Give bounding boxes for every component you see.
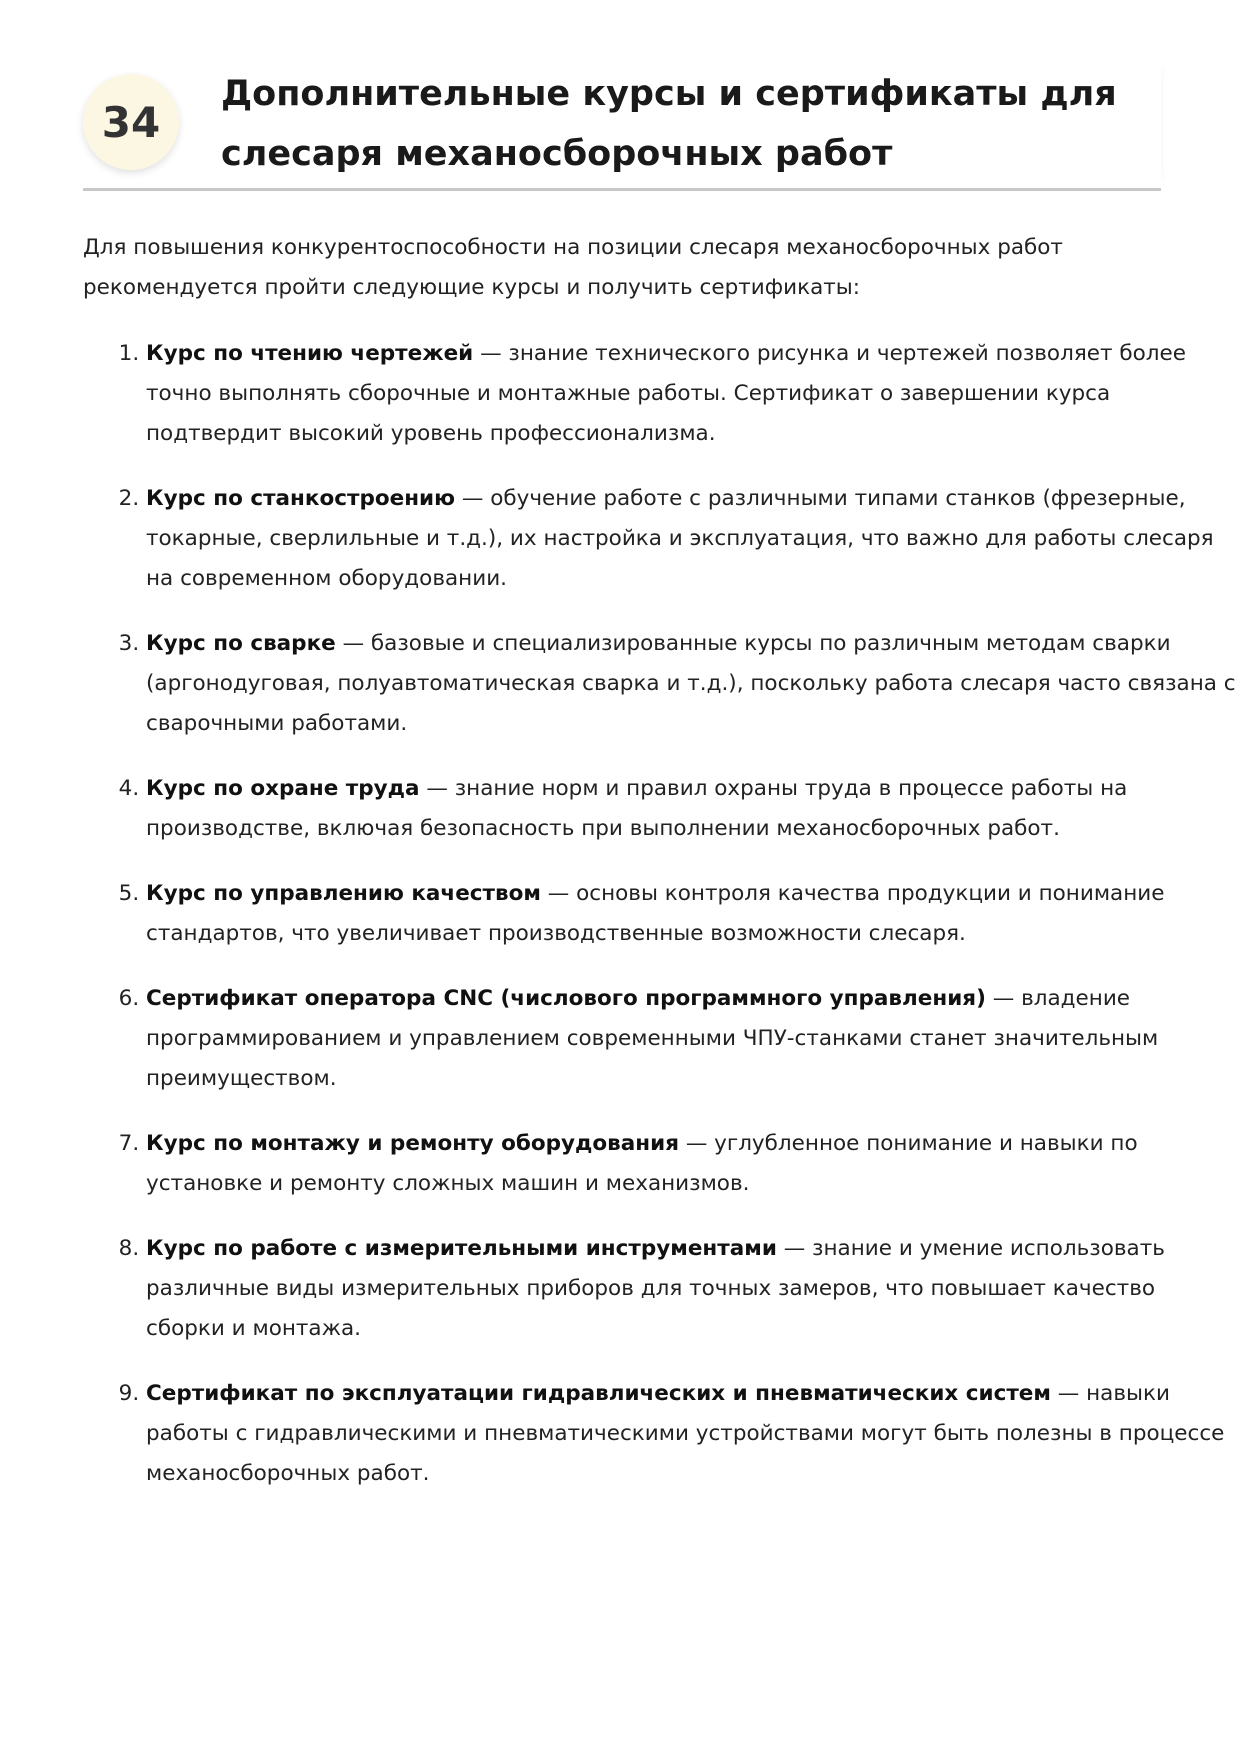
list-item — [146, 1229, 1236, 1349]
item-name: Курс по станкостроению — [146, 486, 456, 511]
list-item — [146, 624, 1236, 744]
item-name: Курс по чтению чертежей — [146, 341, 474, 366]
list-item — [146, 1374, 1236, 1494]
list-item — [146, 479, 1236, 599]
list-item — [146, 769, 1236, 849]
item-desc: — знание норм и правил охраны труда в процессе работы на производстве, включая безопасность при выполнении механосборочных работ. — [146, 776, 1128, 841]
item-desc: — знание и умение использовать различные виды измерительных приборов для точных замеров, что повышает качество сборки и монтажа. — [146, 1236, 1165, 1341]
item-name: Курс по сварке — [146, 631, 336, 656]
item-desc: — владение программированием и управлением современными ЧПУ-станками станет значительным преимуществом. — [146, 986, 1159, 1091]
item-desc: — знание технического рисунка и чертежей позволяет более точно выполнять сборочные и монтажные работы. Сертификат о завершении курса подтвердит высокий уровень профессионализма. — [146, 341, 1186, 446]
page-title: Дополнительные курсы и сертификаты для слесаря механосборочных работ — [221, 74, 1117, 174]
list-item — [146, 979, 1236, 1099]
item-name: Сертификат по эксплуатации гидравлических и пневматических систем — [146, 1381, 1051, 1406]
list-item — [146, 874, 1236, 954]
item-desc: — навыки работы с гидравлическими и пневматическими устройствами могут быть полезны в процессе механосборочных работ. — [146, 1381, 1225, 1486]
item-name: Курс по работе с измерительными инструментами — [146, 1236, 777, 1261]
list-item — [146, 1124, 1236, 1204]
courses-list — [83, 334, 1236, 1519]
section-header — [83, 62, 1161, 191]
item-name: Курс по охране труда — [146, 776, 420, 801]
section-number-badge: 34 — [83, 74, 179, 170]
list-item — [146, 334, 1236, 454]
item-name: Курс по управлению качеством — [146, 881, 541, 906]
item-desc: — базовые и специализированные курсы по различным методам сварки (аргонодуговая, полуавтоматическая сварка и т.д.), поскольку работа слесаря часто связана с сварочными работами. — [146, 631, 1236, 736]
item-desc: — обучение работе с различными типами станков (фрезерные, токарные, сверлильные и т.д.), их настройка и эксплуатация, что важно для работы слесаря на современном оборудовании. — [146, 486, 1214, 591]
item-desc: — углубленное понимание и навыки по установке и ремонту сложных машин и механизмов. — [146, 1131, 1138, 1196]
intro-paragraph: Для повышения конкурентоспособности на позиции слесаря механосборочных работ рекомендуется пройти следующие курсы и получить сертификаты: — [83, 235, 1063, 300]
item-desc: — основы контроля качества продукции и понимание стандартов, что увеличивает производственные возможности слесаря. — [146, 881, 1165, 946]
item-name: Сертификат оператора CNC (числового программного управления) — [146, 986, 986, 1011]
item-name: Курс по монтажу и ремонту оборудования — [146, 1131, 679, 1156]
